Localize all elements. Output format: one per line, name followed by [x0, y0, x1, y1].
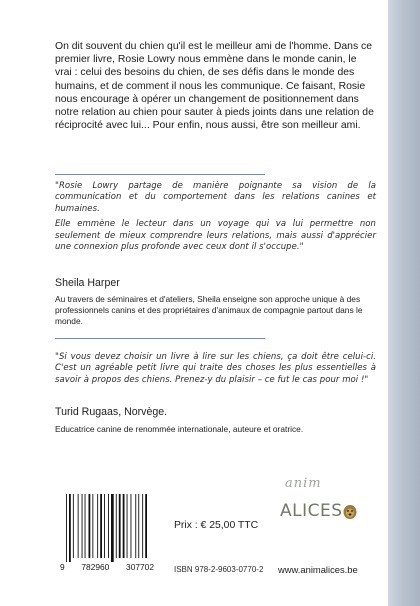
publisher-logo [268, 476, 360, 540]
dog-icon [342, 502, 358, 520]
review-1-author: Sheila Harper [55, 277, 120, 289]
logo-text-alices: ALICES [280, 501, 343, 521]
barcode-digit-group: 782960 [81, 562, 110, 572]
divider [55, 174, 265, 175]
isbn-label: ISBN 978-2-9603-0770-2 [174, 565, 264, 574]
review-1-author-bio: Au travers de séminaires et d'ateliers, Sheila enseigne son approche unique à des professionnels canins et des propriétaires d'animaux de compagnie partout dans le monde. [55, 294, 363, 327]
logo-text-anim: anim [285, 476, 322, 491]
blurb-text: On dit souvent du chien qu'il est le meilleur ami de l'homme. Dans ce premier livre, Rosie Lowry nous emmène dans le monde canin, le vrai : celui des besoins du chien, de ses défis dans le monde des humains, et de comment il nous les communique. Ce faisant, Rosie nous encourage à opérer un changement de positionnement dans notre relation au chien pour sauter à pieds joints dans une relation de réciprocité avec lui... Pour enfin, nous aussi, être son meilleur ami. [55, 41, 374, 132]
back-cover-blurb [55, 40, 375, 132]
barcode-digit-group: 307702 [126, 562, 154, 572]
review-quote-2 [55, 352, 376, 390]
publisher-website: www.animalices.be [278, 564, 358, 575]
review-2-paragraph-1: "Si vous devez choisir un livre à lire sur les chiens, ça doit être celui-ci. C'est un agréable petit livre qui traite des choses les plus essentielles à savoir à propos des chiens. Prenez-y du plaisir – ce fut le cas pour moi !" [55, 352, 376, 385]
review-2-author-bio: Educatrice canine de renommée internationale, auteure et oratrice. [55, 424, 304, 434]
price-label: Prix : € 25,00 TTC [174, 520, 259, 531]
divider [55, 338, 265, 339]
review-quote-1 [55, 181, 376, 257]
review-1-paragraph-2: Elle emmène le lecteur dans un voyage qui va lui permettre non seulement de mieux comprendre leurs relations, mais aussi d'apprécier une connexion plus profonde avec ceux dont il s'occupe." [55, 219, 376, 253]
barcode [60, 490, 152, 562]
review-2-author: Turid Rugaas, Norvège. [55, 406, 168, 418]
barcode-bars [60, 490, 152, 562]
review-1-paragraph-1: "Rosie Lowry partage de manière poignante sa vision de la communication et du comportement dans les relations canines et humaines. [55, 181, 376, 214]
barcode-digit-group: 9 [60, 562, 65, 572]
book-spine [388, 0, 420, 606]
barcode-number [60, 562, 154, 572]
